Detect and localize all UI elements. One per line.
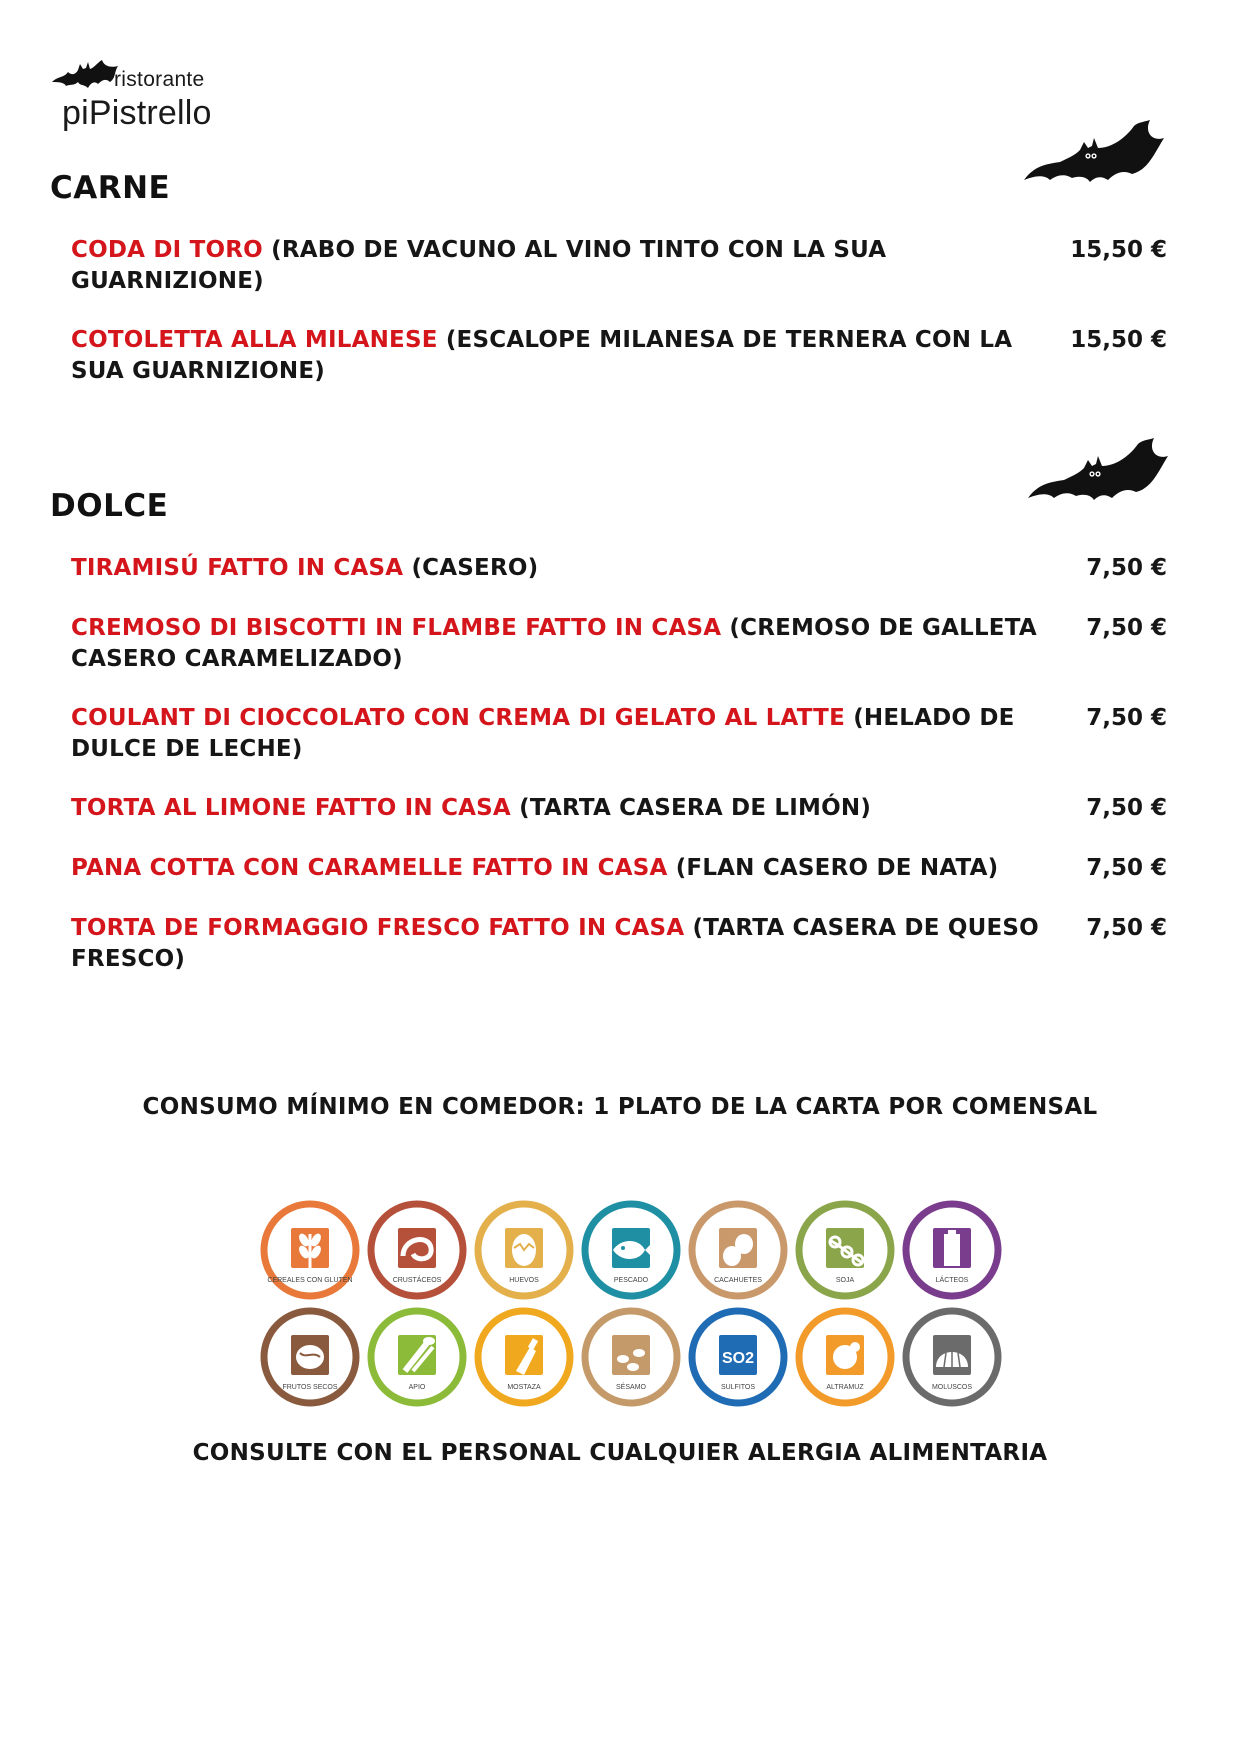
dish-name: PANA COTTA CON CARAMELLE FATTO IN CASA [71,855,668,881]
dish-description: (TARTA CASERA DE QUESO FRESCO) [71,915,1039,972]
dish-description: (CASERO) [403,555,539,581]
nut-icon [260,1307,360,1407]
allergen-label: CACAHUETES [714,1277,762,1284]
sesame-icon [581,1307,681,1407]
menu-item [71,553,1167,584]
so2-text: SO2 [721,1350,755,1367]
dish-description: (TARTA CASERA DE LIMÓN) [510,795,872,821]
allergen-badge [688,1307,788,1407]
dish-name: COULANT DI CIOCCOLATO CON CREMA DI GELATO AL LATTE [71,705,845,731]
menu-item [71,613,1167,675]
egg-icon [474,1200,574,1300]
dish-name: TIRAMISÚ FATTO IN CASA [71,555,404,581]
bat-decoration-icon [1024,436,1172,518]
shell-icon [902,1307,1002,1407]
allergen-badge [474,1307,574,1407]
allergen-badge [581,1200,681,1300]
mustard-icon [474,1307,574,1407]
menu-item [71,793,1167,824]
milk-icon [902,1200,1002,1300]
allergen-legend [260,1200,1010,1410]
dish-description: (RABO DE VACUNO AL VINO TINTO CON LA SUA GUARNIZIONE) [71,237,887,294]
section-title-dolce: DOLCE [50,488,169,524]
dish-description: (ESCALOPE MILANESA DE TERNERA CON LA SUA GUARNIZIONE) [71,327,1013,384]
allergen-label: MOLUSCOS [931,1384,973,1391]
dish-price: 7,50 € [1086,855,1167,881]
allergen-badge [581,1307,681,1407]
allergen-label: LÁCTEOS [935,1277,969,1284]
dish-price: 7,50 € [1086,795,1167,821]
fish-icon [581,1200,681,1300]
allergen-badge [367,1200,467,1300]
dish-price: 7,50 € [1086,705,1167,731]
allergen-badge [795,1307,895,1407]
dish-description: (HELADO DE DULCE DE LECHE) [71,705,1015,762]
restaurant-logo [48,52,248,142]
allergen-label: CEREALES CON GLUTEN [267,1277,353,1284]
minimum-consumption-note: CONSUMO MÍNIMO EN COMEDOR: 1 PLATO DE LA CARTA POR COMENSAL [142,1094,1098,1120]
menu-item [71,235,1167,297]
dish-name: TORTA DE FORMAGGIO FRESCO FATTO IN CASA [71,915,685,941]
shrimp-icon [367,1200,467,1300]
brand-name: piPistrello [62,94,212,132]
allergen-label: SULFITOS [720,1384,756,1391]
section-title-carne: CARNE [50,170,171,206]
allergen-badge [688,1200,788,1300]
allergen-label: CRUSTÁCEOS [392,1277,442,1284]
allergen-label: ALTRAMUZ [826,1384,864,1391]
allergen-label: FRUTOS SECOS [282,1384,338,1391]
menu-item [71,325,1167,387]
bat-logo-icon [50,56,122,96]
dish-name: CODA DI TORO [71,237,263,263]
dish-price: 7,50 € [1086,555,1167,581]
menu-item [71,913,1167,975]
menu-item [71,703,1167,765]
dish-description: (FLAN CASERO DE NATA) [667,855,999,881]
allergen-label: SÉSAMO [616,1384,646,1391]
peanut-icon [688,1200,788,1300]
dish-price: 15,50 € [1070,327,1167,353]
allergen-badge [260,1200,360,1300]
brand-line1: ristorante [114,68,205,91]
wheat-icon [260,1200,360,1300]
lupin-icon [795,1307,895,1407]
allergen-badge [474,1200,574,1300]
allergen-badge [902,1307,1002,1407]
dish-price: 7,50 € [1086,915,1167,941]
dish-name: CREMOSO DI BISCOTTI IN FLAMBE FATTO IN CASA [71,615,722,641]
allergen-badge [902,1200,1002,1300]
dish-name: COTOLETTA ALLA MILANESE [71,327,438,353]
allergen-badge [260,1307,360,1407]
menu-item [71,853,1167,884]
allergen-label: SOJA [835,1277,855,1284]
allergen-label: PESCADO [613,1277,649,1284]
soy-icon [795,1200,895,1300]
so2-icon [688,1307,788,1407]
allergen-label: APIO [408,1384,426,1391]
allergen-badge [367,1307,467,1407]
bat-decoration-icon [1020,118,1168,200]
dish-price: 7,50 € [1086,615,1167,641]
dish-price: 15,50 € [1070,237,1167,263]
dish-name: TORTA AL LIMONE FATTO IN CASA [71,795,511,821]
celery-icon [367,1307,467,1407]
allergen-label: MOSTAZA [507,1384,541,1391]
allergy-notice: CONSULTE CON EL PERSONAL CUALQUIER ALERGIA ALIMENTARIA [192,1440,1048,1466]
allergen-badge [795,1200,895,1300]
allergen-label: HUEVOS [509,1277,539,1284]
dish-description: (CREMOSO DE GALLETA CASERO CARAMELIZADO) [71,615,1037,672]
